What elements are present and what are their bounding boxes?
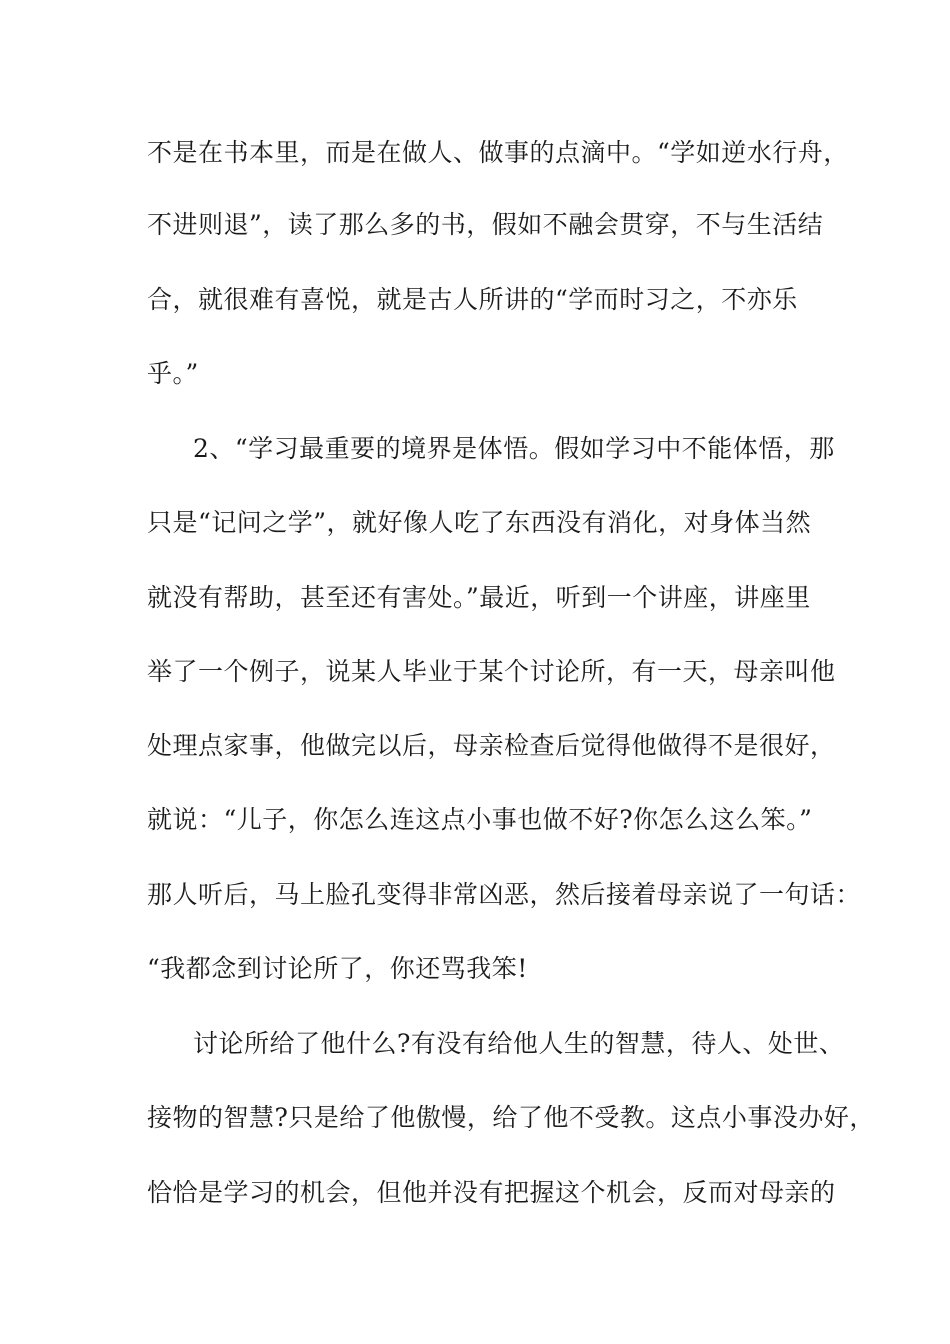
text-line: 乎。”: [147, 359, 199, 388]
text-line: 就说：“儿子，你怎么连这点小事也做不好?你怎么这么笨。”: [147, 805, 813, 834]
text-line: 那人听后，马上脸孔变得非常凶恶，然后接着母亲说了一句话：: [147, 880, 862, 909]
text-line: 只是“记问之学”，就好像人吃了东西没有消化，对身体当然: [147, 508, 812, 537]
text-line: 不进则退”，读了那么多的书，假如不融会贯穿，不与生活结: [147, 210, 824, 239]
text-line: 不是在书本里，而是在做人、做事的点滴中。“学如逆水行舟，: [147, 138, 849, 167]
text-line: 处理点家事，他做完以后，母亲检查后觉得他做得不是很好，: [147, 731, 836, 760]
text-line: 合，就很难有喜悦，就是古人所讲的“学而时习之，不亦乐: [147, 285, 798, 314]
paragraph-first-line: 讨论所给了他什么?有没有给他人生的智慧，待人、处世、: [193, 1029, 845, 1058]
text-line: 接物的智慧?只是给了他傲慢，给了他不受教。这点小事没办好，: [147, 1103, 875, 1132]
paragraph-first-line: 2、“学习最重要的境界是体悟。假如学习中不能体悟，那: [193, 434, 835, 463]
text-line: 举了一个例子，说某人毕业于某个讨论所，有一天，母亲叫他: [147, 657, 836, 686]
text-line: 就没有帮助，甚至还有害处。”最近，听到一个讲座，讲座里: [147, 583, 811, 612]
text-line: 恰恰是学习的机会，但他并没有把握这个机会，反而对母亲的: [147, 1178, 836, 1207]
text-line: “我都念到讨论所了，你还骂我笨!: [147, 954, 528, 983]
